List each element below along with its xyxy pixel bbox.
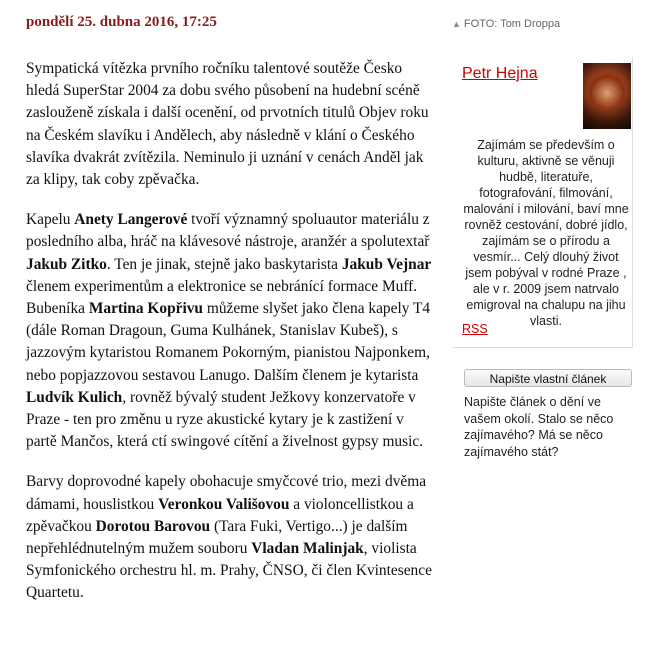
paragraph-text: Barvy doprovodné kapely obohacuje smyčcové trio, mezi dvěma dámami, houslistkou <box>26 473 427 513</box>
paragraph-text: a violoncellistkou a zpěvačkou <box>26 495 414 535</box>
paragraph-text: , rovněž bývalý student Ježkovy konzervatoře v Praze - ten pro změnu u ryze akustické kytary je k zastižení v partě Mančos, která ctí swingové cítění a živelnost gypsy music. <box>26 388 424 451</box>
person-name: Martina Kopřivu <box>88 300 203 318</box>
paragraph-text: tvoří významný spoluautor materiálu z posledního alba, hráč na klávesové nástroje, aranžér a spolutextař <box>26 211 430 251</box>
paragraph-text: můžeme slyšet jako člena kapely T4 (dále Roman Dragoun, Guma Kulhánek, Stanislav Kubeš), s jazzovým kytaristou Romanem Pokorným, pianistou Najponkem, nebo popjazzovou sestavou Lanugo. Dalším členem je kytarista <box>26 300 431 384</box>
author-bio: Zajímám se především o kulturu, aktivně se věnuji hudbě, literatuře, fotografování, filmování, malování i milování, baví mne rovněž cestování, dobré jídlo, zajímám se o přírodu a vesmír... Celý dlouhý život jsem pobýval v rodné Praze , ale v r. 2009 jsem natrvalo emigroval na chalupu na jihu vlasti. <box>463 138 629 328</box>
article-paragraph <box>26 58 434 191</box>
photo-credit-text: FOTO: Tom Droppa <box>463 18 561 30</box>
article-paragraph <box>26 209 434 453</box>
paragraph-text: (Tara Fuki, Vertigo...) je dalším nepřehlédnutelným mužem souboru <box>26 517 408 558</box>
article-paragraph <box>26 471 434 604</box>
paragraph-text: Kapelu <box>26 211 75 229</box>
write-article-text: Napište článek o dění ve vašem okolí. Stalo se něco zajímavého? Má se něco zajímavého stát? <box>464 395 614 459</box>
triangle-up-icon: ▲ <box>452 19 461 29</box>
person-name: Jakub Vejnar <box>341 255 432 273</box>
paragraph-text: členem experimentům a elektronice se nebránící formace Muff. Bubeníka <box>26 277 418 318</box>
author-name-link[interactable]: Petr Hejna <box>462 65 538 82</box>
photo-credit <box>452 18 560 30</box>
person-name: Veronkou Vališovou <box>158 495 290 513</box>
article-date: pondělí 25. dubna 2016, 17:25 <box>26 14 217 30</box>
paragraph-text: , violista Symfonického orchestru hl. m. Prahy, ČNSO, či člen Kvintesence Quartetu. <box>26 540 432 602</box>
person-name: Ludvík Kulich <box>26 388 123 406</box>
person-name: Dorotou Barovou <box>95 517 211 535</box>
person-name: Vladan Malinjak <box>251 540 364 558</box>
person-name: Jakub Zitko <box>26 255 107 273</box>
author-box <box>452 57 633 348</box>
article-body <box>26 58 434 623</box>
author-photo[interactable] <box>583 63 631 129</box>
paragraph-text: . Ten je jinak, stejně jako baskytarista <box>106 255 342 273</box>
rss-link[interactable]: RSS <box>462 322 488 336</box>
write-article-button[interactable]: Napište vlastní článek <box>464 369 632 387</box>
person-name: Anety Langerové <box>74 211 188 229</box>
paragraph-text: Sympatická vítězka prvního ročníku talentové soutěže Česko hledá SuperStar 2004 za dobu svého působení na hudební scéně zaslouženě získala i další ocenění, od prvotních titulů Objev roku na Českém slavíku i Andělech, aby následně v klání o Českého slavíka dvakrát zvítězila. Neminulo ji uznání v cenách Anděl jak za klipy, tak coby zpěvačka. <box>26 60 429 189</box>
